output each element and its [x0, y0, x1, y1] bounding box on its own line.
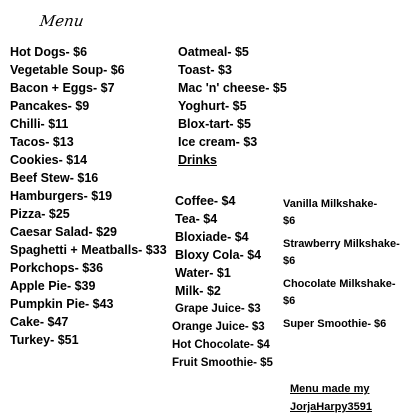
- menu-item: Apple Pie- $39: [10, 279, 96, 293]
- menu-column-breakfast: [178, 43, 287, 169]
- shake-item: [283, 236, 400, 270]
- menu-item: Mac 'n' cheese- $5: [178, 81, 287, 95]
- drink-item: Coffee- $4: [175, 194, 236, 208]
- shake-item-name: Vanilla Milkshake-: [283, 198, 378, 210]
- shake-item: [283, 276, 400, 310]
- credit-line: Menu made my: [290, 383, 370, 395]
- menu-item: Beef Stew- $16: [10, 171, 99, 185]
- shake-item-price: $6: [283, 255, 296, 267]
- menu-item: Caesar Salad- $29: [10, 225, 118, 239]
- menu-item: Porkchops- $36: [10, 261, 104, 275]
- menu-item: Pizza- $25: [10, 207, 70, 221]
- shake-item-price: $6: [283, 215, 296, 227]
- menu-item: Pancakes- $9: [10, 99, 90, 113]
- drink-item: Bloxy Cola- $4: [175, 248, 262, 262]
- credit-note: [290, 380, 372, 416]
- drink-item: Tea- $4: [175, 212, 218, 226]
- shake-item: [283, 196, 400, 230]
- menu-item: Cake- $47: [10, 315, 69, 329]
- menu-title: Menu: [38, 12, 85, 30]
- drinks-heading: Drinks: [178, 153, 217, 167]
- shake-item-name: Chocolate Milkshake-: [283, 278, 396, 290]
- menu-item: Hamburgers- $19: [10, 189, 113, 203]
- drink-item: Hot Chocolate- $4: [172, 339, 270, 351]
- drink-item: Orange Juice- $3: [172, 321, 265, 333]
- menu-item: Yoghurt- $5: [178, 99, 247, 113]
- menu-item: Turkey- $51: [10, 333, 79, 347]
- drink-item: Water- $1: [175, 266, 231, 280]
- menu-item: Cookies- $14: [10, 153, 88, 167]
- shake-item-name: Super Smoothie- $6: [283, 318, 387, 330]
- menu-column-shakes: [283, 196, 400, 339]
- shake-item-name: Strawberry Milkshake-: [283, 238, 400, 250]
- shake-item-price: $6: [283, 295, 296, 307]
- menu-item: Blox-tart- $5: [178, 117, 251, 131]
- menu-item: Bacon + Eggs- $7: [10, 81, 115, 95]
- menu-item: Vegetable Soup- $6: [10, 63, 125, 77]
- drink-item: Bloxiade- $4: [175, 230, 249, 244]
- menu-column-drinks: [172, 192, 273, 372]
- credit-author: JorjaHarpy3591: [290, 401, 372, 413]
- drink-item: Grape Juice- $3: [175, 303, 261, 315]
- shake-item: [283, 316, 400, 333]
- menu-item: Hot Dogs- $6: [10, 45, 88, 59]
- menu-item: Chilli- $11: [10, 117, 69, 131]
- menu-item: Pumpkin Pie- $43: [10, 297, 114, 311]
- menu-item: Tacos- $13: [10, 135, 74, 149]
- drink-item: Milk- $2: [175, 284, 221, 298]
- menu-column-main: [10, 43, 167, 349]
- menu-item: Oatmeal- $5: [178, 45, 249, 59]
- drink-item: Fruit Smoothie- $5: [172, 357, 273, 369]
- menu-item: Ice cream- $3: [178, 135, 258, 149]
- menu-item: Toast- $3: [178, 63, 232, 77]
- menu-item: Spaghetti + Meatballs- $33: [10, 243, 167, 257]
